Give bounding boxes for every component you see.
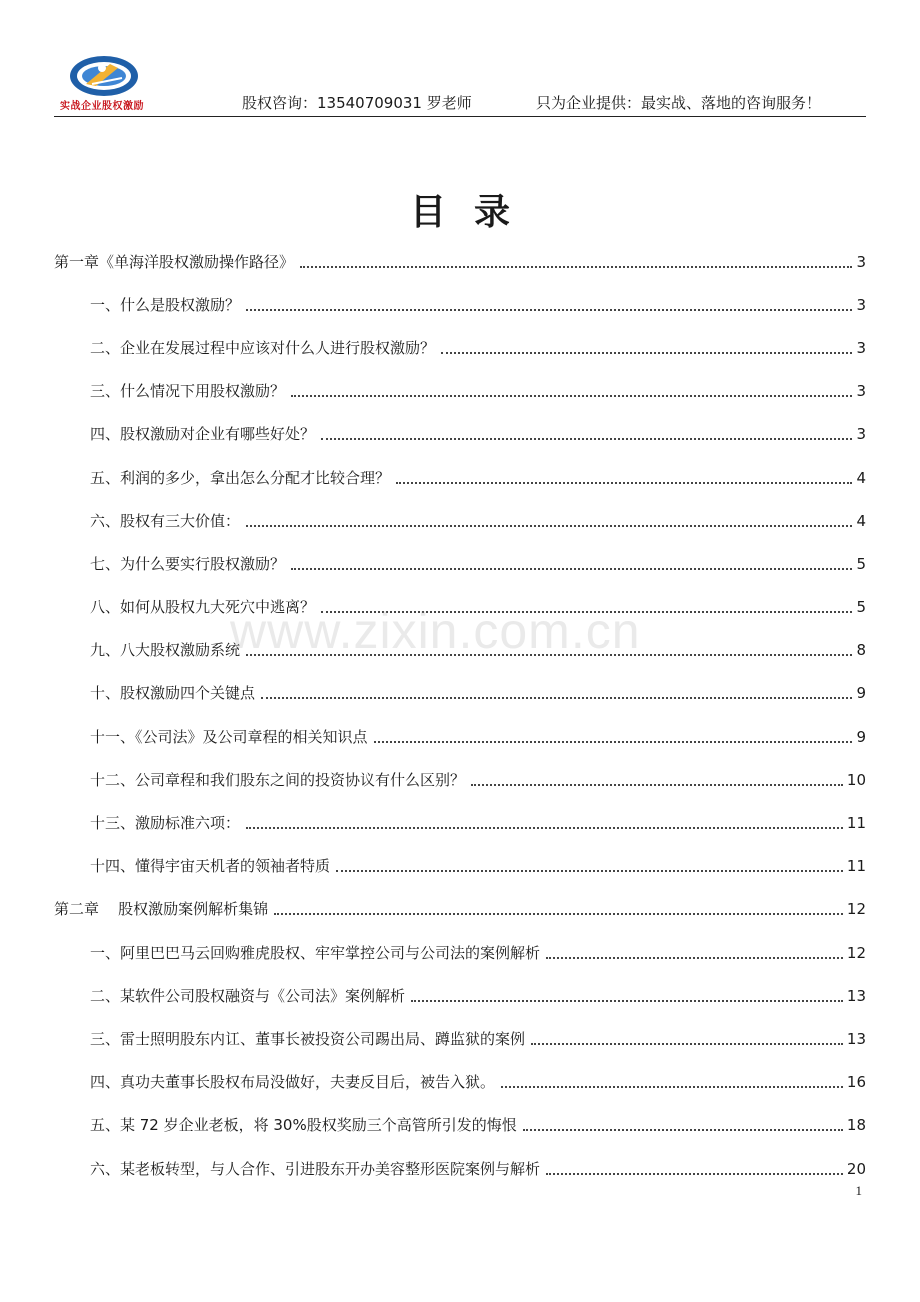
- toc-entry-text: 五、某 72 岁企业老板，将 30%股权奖励三个高管所引发的悔恨: [90, 1116, 517, 1135]
- toc-entry-text: 二、某软件公司股权融资与《公司法》案例解析: [90, 986, 406, 1005]
- toc-entry-page: 3: [856, 295, 866, 314]
- logo-text: 实战企业股权激励: [60, 101, 144, 112]
- toc-entry[interactable]: [54, 499, 866, 542]
- toc-entry[interactable]: [54, 240, 866, 283]
- toc-title: 目录: [409, 192, 538, 233]
- toc-dot-leader: [411, 998, 843, 1002]
- toc-dot-leader: [523, 1127, 843, 1131]
- toc-entry-page: 13: [846, 1029, 866, 1048]
- toc-dot-leader: [321, 436, 852, 440]
- header-contact: 股权咨询：13540709031 罗老师: [242, 94, 472, 112]
- logo-emblem-icon: [62, 54, 146, 102]
- toc-entry-text: 十四、懂得宇宙天机者的领袖者特质: [90, 857, 331, 876]
- toc-dot-leader: [501, 1084, 843, 1088]
- toc-dot-leader: [291, 566, 852, 570]
- toc-entry[interactable]: [54, 931, 866, 974]
- toc-entry[interactable]: [54, 974, 866, 1017]
- toc-dot-leader: [531, 1041, 843, 1045]
- toc-entry-text: 四、股权激励对企业有哪些好处？: [90, 425, 316, 444]
- toc-dot-leader: [246, 825, 843, 829]
- toc-entry-text: 二、企业在发展过程中应该对什么人进行股权激励？: [90, 338, 436, 357]
- toc-entry-text: 九、八大股权激励系统: [90, 641, 241, 660]
- toc-entry[interactable]: [54, 888, 866, 931]
- page-number: 1: [855, 1183, 862, 1198]
- toc-entry-text: 六、某老板转型，与人合作、引进股东开办美容整形医院案例与解析: [90, 1159, 541, 1178]
- toc-entry-page: 9: [856, 727, 866, 746]
- toc-entry[interactable]: [54, 715, 866, 758]
- toc-dot-leader: [546, 1171, 843, 1175]
- toc-entry-text: 十、股权激励四个关键点: [90, 684, 256, 703]
- toc-entry-page: 3: [856, 252, 866, 271]
- toc-entry-text: 一、阿里巴巴马云回购雅虎股权、牢牢掌控公司与公司法的案例解析: [90, 943, 541, 962]
- toc-dot-leader: [291, 393, 852, 397]
- toc-entry-text: 七、为什么要实行股权激励？: [90, 554, 286, 573]
- toc-entry-page: 12: [846, 943, 866, 962]
- toc-entry-page: 5: [856, 554, 866, 573]
- page-header: [54, 50, 866, 117]
- toc-entry-page: 11: [846, 857, 866, 876]
- toc-entry-page: 4: [856, 468, 866, 487]
- toc-entry[interactable]: [54, 672, 866, 715]
- toc-dot-leader: [274, 911, 843, 915]
- toc-entry[interactable]: [54, 370, 866, 413]
- toc-entry-page: 8: [856, 641, 866, 660]
- toc-entry[interactable]: [54, 801, 866, 844]
- toc-dot-leader: [396, 480, 852, 484]
- toc-entry[interactable]: [54, 283, 866, 326]
- toc-entry-text: 四、真功夫董事长股权布局没做好，夫妻反目后，被告入狱。: [90, 1073, 496, 1092]
- toc-entry-page: 18: [846, 1116, 866, 1135]
- toc-entry-page: 4: [856, 511, 866, 530]
- table-of-contents: [54, 240, 866, 1190]
- toc-entry-page: 12: [846, 900, 866, 919]
- toc-dot-leader: [546, 955, 843, 959]
- toc-entry[interactable]: [54, 845, 866, 888]
- toc-dot-leader: [246, 307, 852, 311]
- toc-dot-leader: [374, 739, 853, 743]
- toc-dot-leader: [441, 350, 852, 354]
- toc-entry-text: 十三、激励标准六项：: [90, 814, 241, 833]
- toc-entry-page: 5: [856, 598, 866, 617]
- toc-entry-text: 三、什么情况下用股权激励？: [90, 382, 286, 401]
- toc-entry-text: 六、股权有三大价值：: [90, 511, 241, 530]
- toc-entry[interactable]: [54, 758, 866, 801]
- toc-entry[interactable]: [54, 542, 866, 585]
- toc-dot-leader: [336, 868, 843, 872]
- toc-entry-text: 三、雷士照明股东内讧、董事长被投资公司踢出局、蹲监狱的案例: [90, 1029, 526, 1048]
- toc-entry-page: 11: [846, 814, 866, 833]
- toc-entry[interactable]: [54, 1147, 866, 1190]
- toc-entry[interactable]: [54, 326, 866, 369]
- header-slogan: 只为企业提供：最实战、落地的咨询服务！: [536, 94, 822, 112]
- toc-entry-page: 3: [856, 425, 866, 444]
- watermark: www.zixin.com.cn: [230, 603, 641, 659]
- toc-entry[interactable]: [54, 1104, 866, 1147]
- toc-entry-text: 八、如何从股权九大死穴中逃离？: [90, 598, 316, 617]
- toc-entry[interactable]: [54, 456, 866, 499]
- toc-entry-text: 十一、《公司法》及公司章程的相关知识点: [90, 727, 368, 746]
- toc-entry-text: 第一章《单海洋股权激励操作路径》: [54, 252, 295, 271]
- toc-entry-page: 9: [856, 684, 866, 703]
- toc-entry-page: 10: [846, 770, 866, 789]
- toc-dot-leader: [261, 695, 852, 699]
- toc-dot-leader: [300, 264, 852, 268]
- toc-entry-page: 13: [846, 986, 866, 1005]
- toc-entry[interactable]: [54, 1017, 866, 1060]
- toc-entry-text: 五、利润的多少，拿出怎么分配才比较合理？: [90, 468, 391, 487]
- toc-entry-text: 十二、公司章程和我们股东之间的投资协议有什么区别？: [90, 770, 466, 789]
- toc-dot-leader: [246, 523, 852, 527]
- toc-entry-page: 16: [846, 1073, 866, 1092]
- toc-entry-page: 20: [846, 1159, 866, 1178]
- toc-entry[interactable]: [54, 413, 866, 456]
- toc-entry-page: 3: [856, 338, 866, 357]
- toc-entry-text: 一、什么是股权激励？: [90, 295, 241, 314]
- toc-entry[interactable]: [54, 1061, 866, 1104]
- toc-entry-page: 3: [856, 382, 866, 401]
- toc-dot-leader: [471, 782, 843, 786]
- toc-entry-text: 第二章 股权激励案例解析集锦: [54, 900, 269, 919]
